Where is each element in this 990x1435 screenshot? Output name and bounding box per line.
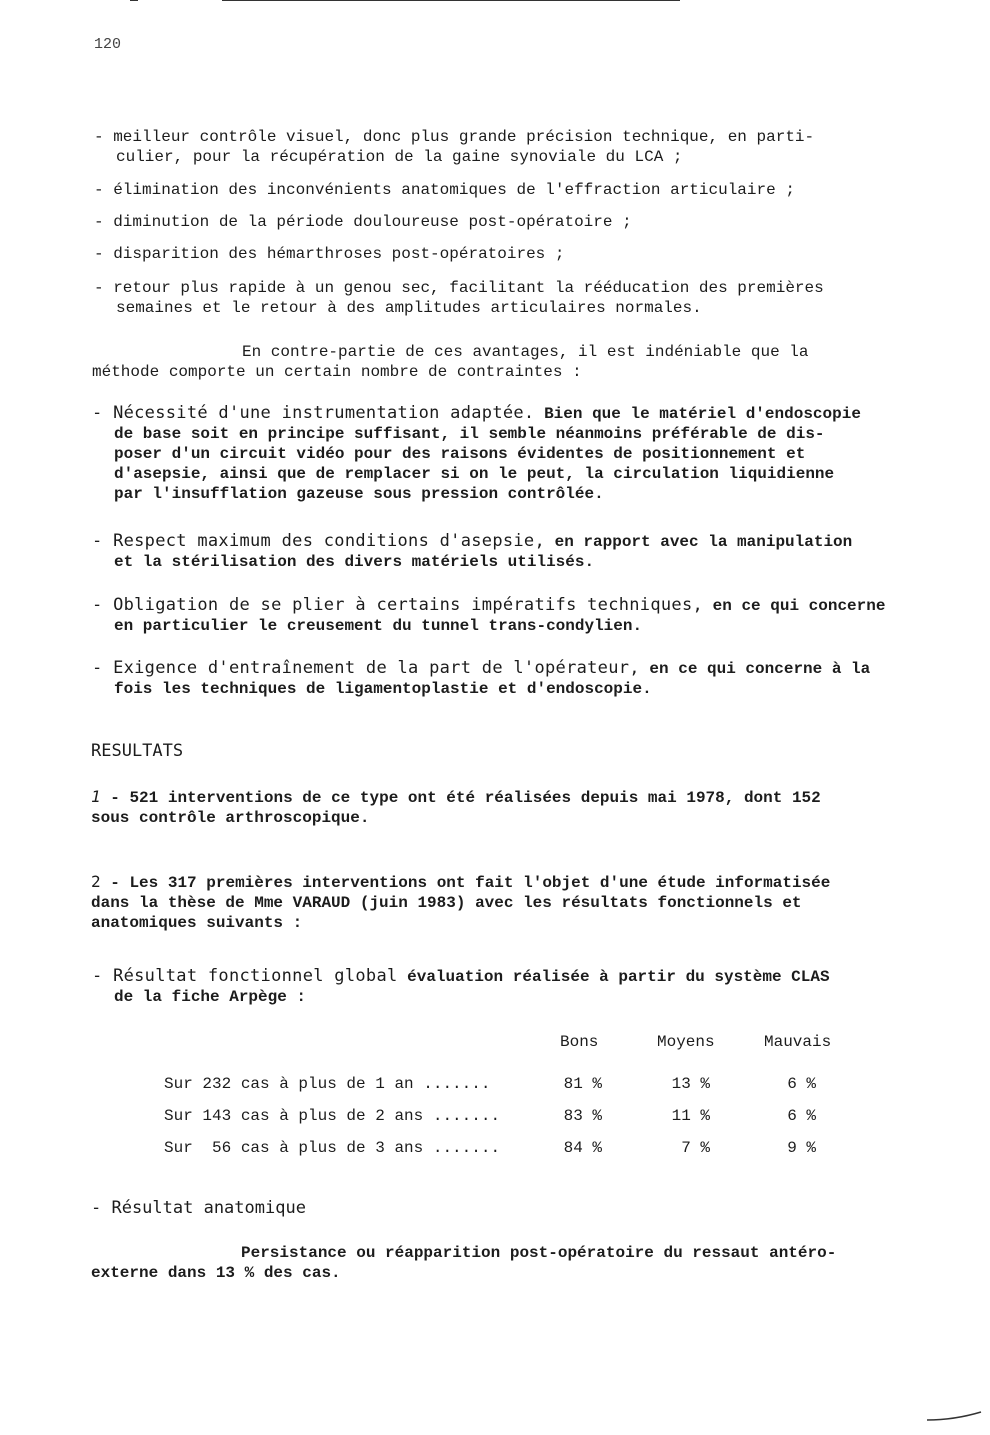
paragraph-line: En contre-partie de ces avantages, il est indéniable que la: [242, 343, 809, 361]
column-header-mauvais: Mauvais: [764, 1033, 832, 1051]
result-line: - Les 317 premières interventions ont fait l'objet d'une étude informatisée: [100, 874, 831, 892]
advantage-item: [94, 127, 814, 167]
constraint-text: fois les techniques de ligamentoplastie et d'endoscopie.: [114, 680, 652, 698]
row-label: Sur 232 cas à plus de 1 an .......: [164, 1075, 491, 1093]
advantage-line: - retour plus rapide à un genou sec, facilitant la rééducation des premières: [94, 279, 824, 297]
advantage-item: [94, 244, 564, 264]
advantage-line: - élimination des inconvénients anatomiques de l'effraction articulaire ;: [94, 181, 795, 199]
result-line: anatomiques suivants :: [91, 914, 303, 932]
constraint-text: poser d'un circuit vidéo pour des raisons évidentes de positionnement et: [114, 445, 806, 463]
constraint-heading: - Obligation de se plier à certains impératifs techniques,: [92, 595, 704, 615]
fonctionnel-heading: - Résultat fonctionnel global: [92, 966, 398, 986]
fonctionnel-text: évaluation réalisée à partir du système CLAS: [397, 968, 830, 986]
anatomique-heading: - Résultat anatomique: [91, 1198, 306, 1218]
constraint-text: par l'insufflation gazeuse sous pression contrôlée.: [114, 485, 604, 503]
result-number: 2: [91, 872, 101, 891]
cell-bons: 83 %: [563, 1107, 602, 1125]
page-number: 120: [94, 36, 122, 53]
row-label: Sur 143 cas à plus de 2 ans .......: [164, 1107, 501, 1125]
constraint-item: [92, 403, 861, 504]
constraint-item: [92, 531, 852, 572]
cell-bons: 84 %: [563, 1139, 602, 1157]
constraint-text: en particulier le creusement du tunnel trans-condylien.: [114, 617, 643, 635]
constraint-text: et la stérilisation des divers matériels utilisés.: [114, 553, 595, 571]
constraint-text: en ce qui concerne: [703, 597, 886, 615]
contrepartie-paragraph: [92, 342, 809, 382]
fonctionnel-heading-block: [92, 966, 830, 1007]
scan-top-line: [130, 0, 138, 1]
constraint-heading: - Exigence d'entraînement de la part de l'opérateur,: [92, 658, 640, 678]
scan-top-line: [222, 0, 680, 1]
fonctionnel-text: de la fiche Arpège :: [114, 988, 307, 1006]
result-item-1: [91, 787, 821, 828]
column-header-moyens: Moyens: [657, 1033, 715, 1051]
advantage-item: [94, 180, 795, 200]
constraint-text: Bien que le matériel d'endoscopie: [534, 405, 861, 423]
constraint-text: d'asepsie, ainsi que de remplacer si on le peut, la circulation liquidienne: [114, 465, 835, 483]
result-item-2: [91, 872, 830, 933]
cell-bons: 81 %: [563, 1075, 602, 1093]
paragraph-line: Persistance ou réapparition post-opératoire du ressaut antéro-: [241, 1244, 837, 1262]
cell-moyens: 7 %: [681, 1139, 710, 1157]
constraint-text: en rapport avec la manipulation: [545, 533, 853, 551]
advantage-line: - meilleur contrôle visuel, donc plus grande précision technique, en parti-: [94, 128, 815, 146]
column-header-bons: Bons: [560, 1033, 599, 1051]
result-line: dans la thèse de Mme VARAUD (juin 1983) avec les résultats fonctionnels et: [91, 894, 802, 912]
paragraph-line: méthode comporte un certain nombre de contraintes :: [92, 363, 582, 381]
constraint-item: [92, 595, 885, 636]
advantage-line: - diminution de la période douloureuse post-opératoire ;: [94, 213, 632, 231]
constraint-text: en ce qui concerne à la: [639, 660, 871, 678]
result-line: sous contrôle arthroscopique.: [91, 809, 370, 827]
section-title-resultats: RESULTATS: [91, 741, 184, 761]
cell-mauvais: 6 %: [787, 1075, 816, 1093]
constraint-heading: - Nécessité d'une instrumentation adaptée.: [92, 403, 535, 423]
pen-stroke-mark: [925, 1408, 985, 1424]
cell-moyens: 11 %: [671, 1107, 710, 1125]
cell-mauvais: 9 %: [787, 1139, 816, 1157]
constraint-heading: - Respect maximum des conditions d'asepsie,: [92, 531, 545, 551]
row-label: Sur 56 cas à plus de 3 ans .......: [164, 1139, 501, 1157]
advantage-line: semaines et le retour à des amplitudes articulaires normales.: [116, 299, 702, 317]
advantage-line: - disparition des hémarthroses post-opératoires ;: [94, 245, 565, 263]
advantage-item: [94, 212, 632, 232]
paragraph-line: externe dans 13 % des cas.: [91, 1264, 341, 1282]
constraint-text: de base soit en principe suffisant, il semble néanmoins préférable de dis-: [114, 425, 825, 443]
advantage-line: culier, pour la récupération de la gaine synoviale du LCA ;: [116, 148, 683, 166]
result-number: 1: [91, 787, 101, 806]
cell-mauvais: 6 %: [787, 1107, 816, 1125]
result-line: - 521 interventions de ce type ont été réalisées depuis mai 1978, dont 152: [100, 789, 821, 807]
constraint-item: [92, 658, 870, 699]
cell-moyens: 13 %: [671, 1075, 710, 1093]
anatomique-paragraph: [91, 1243, 836, 1283]
advantage-item: [94, 278, 824, 318]
